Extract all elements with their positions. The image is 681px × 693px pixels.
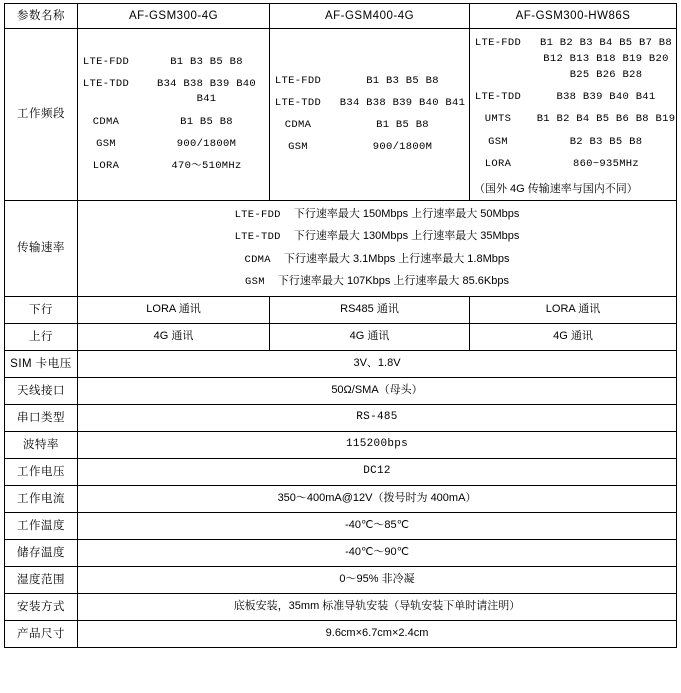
table-row-antenna (5, 377, 677, 404)
band-cell-model-2 (270, 29, 470, 201)
band-tech: CDMA (284, 119, 312, 132)
band-tech: CDMA (92, 115, 120, 128)
rate-tech: LTE-FDD (234, 209, 281, 222)
work-current-value: 350〜400mA@12V（拨号时为 400mA） (78, 485, 677, 512)
table-row-install (5, 593, 677, 620)
table-row-work-voltage (5, 458, 677, 485)
band-entry (78, 137, 269, 152)
row-label-install: 安装方式 (5, 593, 78, 620)
table-header-row (5, 4, 677, 29)
band-tech: GSM (488, 135, 508, 148)
baud-value: 115200bps (78, 431, 677, 458)
table-row-size (5, 620, 677, 647)
header-model-1: AF-GSM300-4G (78, 4, 270, 29)
band-values: B1 B2 B3 B4 B5 B7 B8 B12 B13 B18 B19 B20 B25 B26 B28 (539, 37, 673, 81)
row-label-store-temp: 储存温度 (5, 539, 78, 566)
row-label-work-voltage: 工作电压 (5, 458, 78, 485)
table-row-downlink (5, 296, 677, 323)
band-tech: LTE-FDD (474, 37, 522, 49)
rate-value: 下行速率最大 107Kbps 上行速率最大 85.6Kbps (277, 274, 509, 287)
rate-value: 下行速率最大 130Mbps 上行速率最大 35Mbps (293, 230, 520, 243)
band-values: 470〜510MHz (171, 159, 242, 172)
install-value: 底板安装，35mm 标准导轨安装（导轨安装下单时请注明） (78, 593, 677, 620)
band-entry (78, 115, 269, 130)
band-entry (470, 157, 676, 172)
band-values: B1 B3 B5 B8 (170, 55, 243, 68)
band-entry (78, 55, 269, 70)
row-label-rate: 传输速率 (5, 201, 78, 297)
rate-value: 下行速率最大 3.1Mbps 上行速率最大 1.8Mbps (283, 252, 510, 265)
band-entry (270, 96, 469, 111)
table-row-baud (5, 431, 677, 458)
header-model-3: AF-GSM300-HW86S (470, 4, 677, 29)
header-model-2: AF-GSM400-4G (270, 4, 470, 29)
work-temp-value: -40℃〜85℃ (78, 512, 677, 539)
serial-type-value: RS-485 (78, 404, 677, 431)
row-label-humidity: 湿度范围 (5, 566, 78, 593)
table-row-work-current (5, 485, 677, 512)
sim-voltage-value: 3V、1.8V (78, 350, 677, 377)
rate-tech: GSM (245, 275, 265, 288)
table-row-work-temp (5, 512, 677, 539)
band-tech: LORA (92, 159, 120, 172)
band-entry (470, 135, 676, 150)
table-row-band (5, 29, 677, 201)
uplink-model-2: 4G 通讯 (270, 323, 470, 350)
band-tech: UMTS (484, 113, 512, 126)
band-entry (78, 159, 269, 174)
band-values: B34 B38 B39 B40 B41 (339, 96, 466, 109)
specification-table (4, 3, 677, 648)
band-entry (270, 140, 469, 155)
rate-tech: LTE-TDD (234, 231, 281, 244)
table-row-transmission-rate (5, 201, 677, 297)
band-entry (470, 36, 676, 83)
band-tech: GSM (96, 137, 116, 150)
band-entry (270, 118, 469, 133)
table-row-sim-voltage (5, 350, 677, 377)
band-tech: LTE-TDD (474, 91, 522, 104)
rate-line (78, 207, 676, 223)
row-label-work-current: 工作电流 (5, 485, 78, 512)
downlink-model-2: RS485 通讯 (270, 296, 470, 323)
band-note: （国外 4G 传输速率与国内不同） (474, 183, 638, 196)
band-values: B38 B39 B40 B41 (556, 91, 656, 104)
header-param-name: 参数名称 (5, 4, 78, 29)
rate-cell (78, 201, 677, 297)
band-values: B1 B5 B8 (180, 115, 233, 128)
row-label-antenna: 天线接口 (5, 377, 78, 404)
band-tech: LTE-FDD (274, 74, 322, 87)
rate-tech: CDMA (244, 253, 271, 266)
band-values: B2 B3 B5 B8 (569, 135, 643, 148)
band-values: 900/1800M (176, 137, 237, 150)
downlink-model-3: LORA 通讯 (470, 296, 677, 323)
band-values: 860~935MHz (572, 157, 639, 170)
rate-line (78, 252, 676, 268)
band-tech: LTE-TDD (274, 96, 322, 109)
row-label-size: 产品尺寸 (5, 620, 78, 647)
table-row-uplink (5, 323, 677, 350)
store-temp-value: -40℃〜90℃ (78, 539, 677, 566)
row-label-serial-type: 串口类型 (5, 404, 78, 431)
uplink-model-1: 4G 通讯 (78, 323, 270, 350)
band-values: 900/1800M (372, 141, 433, 154)
rate-line (78, 274, 676, 290)
band-values: B1 B3 B5 B8 (366, 74, 439, 87)
row-label-sim-voltage: SIM 卡电压 (5, 350, 78, 377)
band-entry (270, 74, 469, 89)
band-values: B34 B38 B39 B40 B41 (156, 78, 256, 106)
size-value: 9.6cm×6.7cm×2.4cm (78, 620, 677, 647)
humidity-value: 0〜95% 非冷凝 (78, 566, 677, 593)
rate-value: 下行速率最大 150Mbps 上行速率最大 50Mbps (293, 208, 520, 221)
table-row-serial-type (5, 404, 677, 431)
rate-line (78, 229, 676, 245)
band-entry (470, 90, 676, 105)
band-cell-model-1 (78, 29, 270, 201)
uplink-model-3: 4G 通讯 (470, 323, 677, 350)
table-row-humidity (5, 566, 677, 593)
band-cell-model-3 (470, 29, 677, 201)
downlink-model-1: LORA 通讯 (78, 296, 270, 323)
band-entry (470, 112, 676, 127)
band-tech: LORA (484, 157, 512, 170)
band-entry (78, 77, 269, 107)
band-values: B1 B2 B4 B5 B6 B8 B19 (536, 113, 676, 126)
band-tech: GSM (288, 141, 308, 154)
row-label-work-temp: 工作温度 (5, 512, 78, 539)
antenna-value: 50Ω/SMA（母头） (78, 377, 677, 404)
band-tech: LTE-TDD (82, 78, 130, 91)
work-voltage-value: DC12 (78, 458, 677, 485)
band-tech: LTE-FDD (82, 55, 130, 68)
row-label-downlink: 下行 (5, 296, 78, 323)
table-row-store-temp (5, 539, 677, 566)
band-values: B1 B5 B8 (376, 119, 429, 132)
row-label-band: 工作频段 (5, 29, 78, 201)
row-label-uplink: 上行 (5, 323, 78, 350)
row-label-baud: 波特率 (5, 431, 78, 458)
